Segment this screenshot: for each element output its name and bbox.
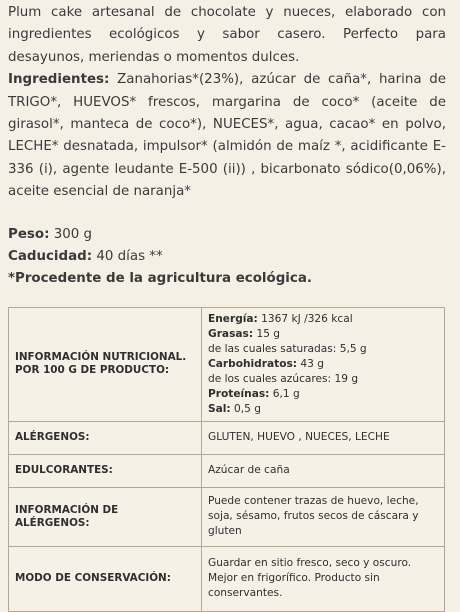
sweeteners-label: EDULCORANTES: — [9, 454, 202, 487]
ingredients-label: Ingredientes: — [8, 72, 110, 88]
allergens-label: ALÉRGENOS: — [9, 421, 202, 454]
weight-label: Peso: — [8, 226, 50, 242]
carb-value: 43 g — [300, 357, 324, 370]
spacer — [8, 204, 446, 224]
table-row — [9, 546, 445, 611]
energy-value: 1367 kJ /326 kcal — [261, 312, 353, 325]
salt-label: Sal: — [208, 402, 231, 415]
sugar-line: de los cuales azúcares: 19 g — [208, 372, 359, 385]
allergen-info-label: INFORMACIÓN DE ALÉRGENOS: — [9, 487, 202, 546]
table-row — [9, 307, 445, 421]
table-row — [9, 454, 445, 487]
saturated-line: de las cuales saturadas: 5,5 g — [208, 342, 367, 355]
nutrition-values — [202, 307, 445, 421]
carb-label: Carbohidratos: — [208, 357, 298, 370]
ingredients-paragraph — [8, 69, 446, 203]
protein-label: Proteínas: — [208, 387, 270, 400]
expiry-label: Caducidad: — [8, 249, 93, 265]
salt-line — [208, 402, 438, 417]
storage-label: MODO DE CONSERVACIÓN: — [9, 546, 202, 611]
sweeteners-value: Azúcar de caña — [202, 454, 445, 487]
storage-value: Guardar en sitio fresco, seco y oscuro. Mejor en frigorífico. Producto sin conservantes. — [202, 546, 445, 611]
protein-line — [208, 387, 438, 402]
expiry-value: 40 días ** — [96, 249, 163, 265]
energy-line — [208, 312, 438, 327]
salt-value: 0,5 g — [234, 402, 261, 415]
energy-label: Energía: — [208, 312, 258, 325]
organic-note: *Procedente de la agricultura ecológica. — [8, 271, 312, 287]
table-row — [9, 421, 445, 454]
fat-label: Grasas: — [208, 327, 254, 340]
product-info — [0, 2, 460, 612]
fat-line — [208, 327, 438, 342]
fat-value: 15 g — [256, 327, 281, 340]
carb-line — [208, 357, 438, 372]
expiry-line — [8, 246, 446, 268]
protein-value: 6,1 g — [272, 387, 300, 400]
allergens-value: GLUTEN, HUEVO , NUECES, LECHE — [202, 421, 445, 454]
ingredients-text: Zanahorias*(23%), azúcar de caña*, harina de TRIGO*, HUEVOS* frescos, margarina de coco* (aceite de girasol*, manteca de coco*), NUECES*, agua, cacao* en polvo, LECHE* desnatada, impulsor* (almidón de maíz *, acidificante E-336 (i), agente leudante E-500 (ii)) , bicarbonato sódico(0,06%), aceite esencial de naranja* — [8, 72, 446, 200]
product-info-table — [8, 307, 445, 612]
allergen-info-value: Puede contener trazas de huevo, leche, soja, sésamo, frutos secos de cáscara y gluten — [202, 487, 445, 546]
table-row — [9, 487, 445, 546]
nutrition-label: INFORMACIÓN NUTRICIONAL. POR 100 G DE PRODUCTO: — [9, 307, 202, 421]
product-description: Plum cake artesanal de chocolate y nueces, elaborado con ingredientes ecológicos y sabor casero. Perfecto para desayunos, meriendas o momentos dulces. — [8, 5, 446, 65]
weight-value: 300 g — [53, 226, 93, 242]
weight-line — [8, 224, 446, 246]
